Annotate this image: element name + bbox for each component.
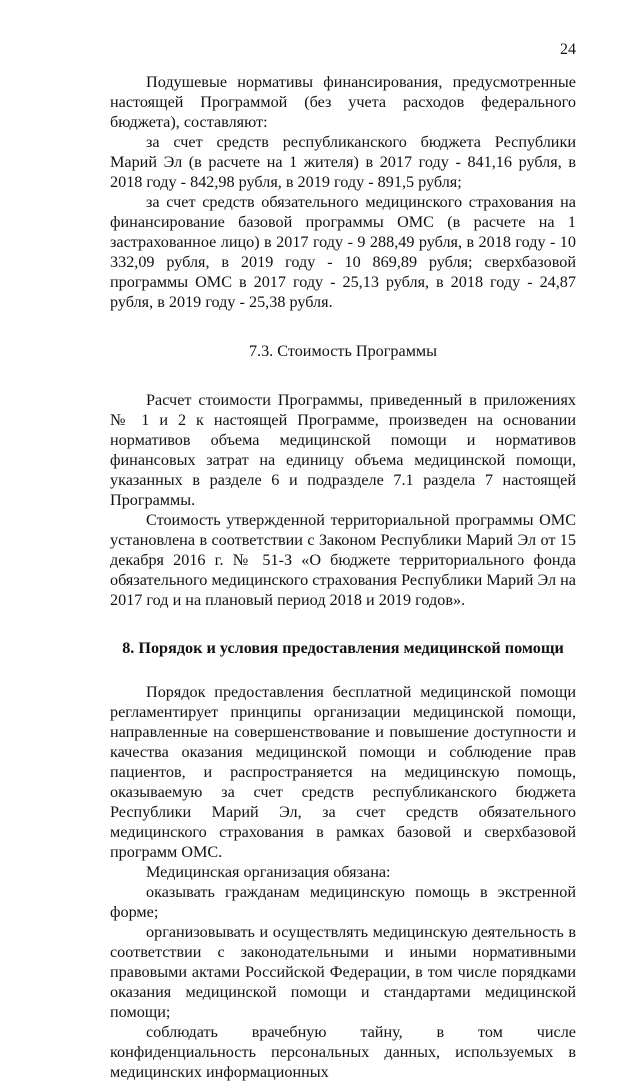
oms-cost-paragraph: Стоимость утвержденной территориальной программы ОМС установлена в соответствии с Законом Республики Марий Эл от 15 декабря 2016 г. № 51-З «О бюджете территориального фонда обязательного медицинского страхования Республики Марий Эл на 2017 год и на плановый период 2018 и 2019 годов».: [110, 511, 576, 609]
page-number: 24: [560, 41, 576, 58]
obligation-organize: организовывать и осуществлять медицинскую деятельность в соответствии с законодательными и иными нормативными правовыми актами Российской Федерации, в том числе порядками оказания медицинской помощи и стандартами медицинской помощи;: [110, 923, 576, 1021]
obligation-emergency: оказывать гражданам медицинскую помощь в экстренной форме;: [110, 883, 576, 921]
republican-budget-item: за счет средств республиканского бюджета Республики Марий Эл (в расчете на 1 жителя) в 2017 году - 841,16 рубля, в 2018 году - 842,98 рубля, в 2019 году - 891,5 рубля;: [110, 133, 576, 191]
obligation-confidentiality: соблюдать врачебную тайну, в том числе конфиденциальность персональных данных, используемых в медицинских информационных: [110, 1023, 576, 1081]
obligations-intro: Медицинская организация обязана:: [146, 863, 391, 881]
oms-item: за счет средств обязательного медицинского страхования на финансирование базовой программы ОМС (в расчете на 1 застрахованное лицо) в 2017 году - 9 288,49 рубля, в 2018 году - 10 332,09 рубля, в 2019 году - 10 869,89 рубля; сверхбазовой программы ОМС в 2017 году - 25,13 рубля, в 2018 году - 24,87 рубля, в 2019 году - 25,38 рубля.: [110, 193, 576, 311]
procedure-paragraph: Порядок предоставления бесплатной медицинской помощи регламентирует принципы организации медицинской помощи, направленные на совершенствование и повышение доступности и качества оказания медицинской помощи и соблюдение прав пациентов, и распространяется на медицинскую помощь, оказываемую за счет средств республиканского бюджета Республики Марий Эл, за счет средств обязательного медицинского страхования в рамках базовой и сверхбазовой программ ОМС.: [110, 683, 576, 861]
section-heading: 8. Порядок и условия предоставления медицинской помощи: [122, 639, 564, 657]
page-content: [110, 72, 576, 1082]
program-cost-paragraph: Расчет стоимости Программы, приведенный в приложениях № 1 и 2 к настоящей Программе, произведен на основании нормативов объема медицинской помощи и нормативов финансовых затрат на единицу объема медицинской помощи, указанных в разделе 6 и подразделе 7.1 раздела 7 настоящей Программы.: [110, 391, 576, 509]
financing-standards-intro: Подушевые нормативы финансирования, предусмотренные настоящей Программой (без учета расходов федерального бюджета), составляют:: [110, 73, 576, 131]
subsection-title: 7.3. Стоимость Программы: [248, 342, 438, 360]
